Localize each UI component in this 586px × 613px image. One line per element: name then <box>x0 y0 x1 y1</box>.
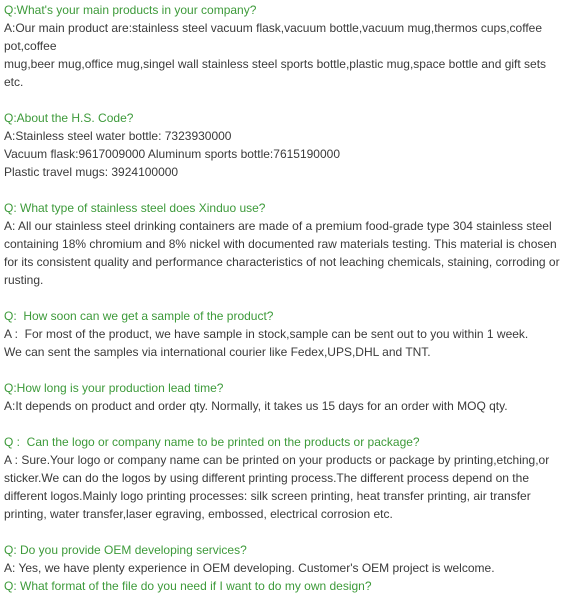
faq-question: Q:About the H.S. Code? <box>4 111 134 125</box>
faq-question: Q: How soon can we get a sample of the product? <box>4 309 274 323</box>
faq-question: Q: What type of stainless steel does Xinduo use? <box>4 201 266 215</box>
faq-answer-line: Vacuum flask:9617009000 Aluminum sports bottle:7615190000 <box>4 147 341 161</box>
faq-question: Q:What's your main products in your company? <box>4 3 257 17</box>
faq-item-oem-services <box>4 541 582 595</box>
faq-question: Q: What format of the file do you need if I want to do my own design? <box>4 579 372 593</box>
faq-question: Q:How long is your production lead time? <box>4 381 224 395</box>
faq-answer-line: A: All our stainless steel drinking containers are made of a premium food-grade type 304 stainless steel containing 18% chromium and 8% nickel with documented raw materials testing. This material is chosen for its consistent quality and performance characteristics of not leaching chemicals, staining, corroding or rusting. <box>4 219 563 287</box>
faq-question: Q: Do you provide OEM developing services? <box>4 543 247 557</box>
faq-answer-line: Plastic travel mugs: 3924100000 <box>4 165 179 179</box>
faq-answer-line: mug,beer mug,office mug,singel wall stainless steel sports bottle,plastic mug,space bottle and gift sets etc. <box>4 57 550 89</box>
faq-answer-line: A:It depends on product and order qty. Normally, it takes us 15 days for an order with MOQ qty. <box>4 399 508 413</box>
faq-item-lead-time <box>4 379 582 415</box>
faq-answer-line: We can sent the samples via international courier like Fedex,UPS,DHL and TNT. <box>4 345 431 359</box>
faq-item-stainless-steel-type <box>4 199 582 289</box>
faq-item-sample-time <box>4 307 582 361</box>
faq-answer-line: A:Our main product are:stainless steel vacuum flask,vacuum bottle,vacuum mug,thermos cups,coffee pot,coffee <box>4 21 546 53</box>
faq-answer-line: A: Yes, we have plenty experience in OEM developing. Customer's OEM project is welcome. <box>4 561 495 575</box>
faq-answer-line: A : For most of the product, we have sample in stock,sample can be sent out to you within 1 week. <box>4 327 529 341</box>
faq-question: Q : Can the logo or company name to be printed on the products or package? <box>4 435 420 449</box>
faq-item-main-products <box>4 1 582 91</box>
faq-answer-line: A:Stainless steel water bottle: 7323930000 <box>4 129 232 143</box>
faq-item-hs-code <box>4 109 582 181</box>
faq-item-logo-printing <box>4 433 582 523</box>
faq-answer-line: A : Sure.Your logo or company name can be printed on your products or package by printing,etching,or sticker.We can do the logos by using different printing process.The different process depend on the different logos.Mainly logo printing processes: silk screen printing, heat transfer printing, air transfer printing, water transfer,laser egraving, embossed, electrical corrosion etc. <box>4 453 553 521</box>
faq-list <box>4 1 582 613</box>
